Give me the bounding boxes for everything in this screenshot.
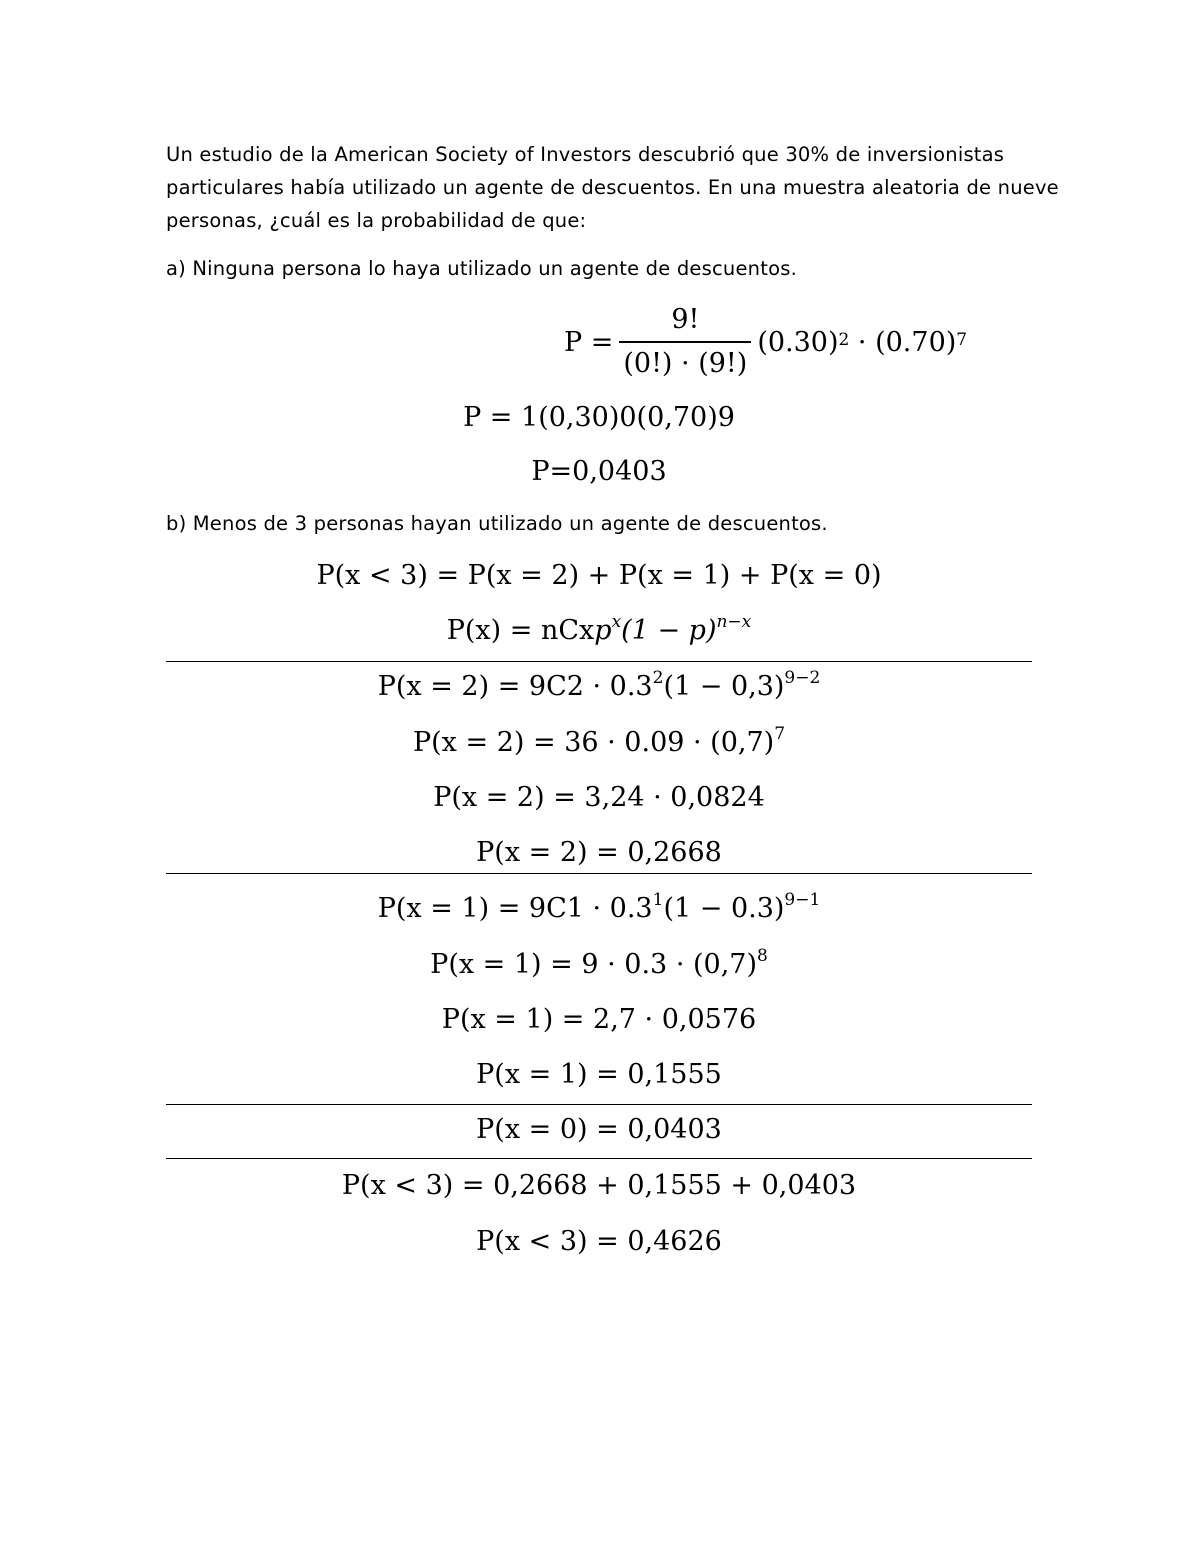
x1-equation-1 [166, 892, 1032, 926]
fraction [619, 303, 751, 381]
part-b-question [166, 507, 1036, 540]
x2-eq1-paren: (1 − 0,3) [663, 671, 785, 702]
x1-eq2-base: P(x = 1) = 9 · 0.3 · (0,7) [430, 949, 757, 980]
fraction-base-1: (0.30) [757, 326, 839, 358]
problem-statement [166, 138, 1059, 237]
x2-eq1-exp: 2 [652, 668, 664, 688]
formula-exp: n−x [716, 612, 752, 632]
x2-eq2-exp: 7 [774, 724, 786, 744]
formula-base: P(x) = nCx [446, 615, 595, 646]
divider [166, 873, 1032, 874]
fraction-base-2: (0.70) [875, 326, 957, 358]
formula-p-exp: x [611, 612, 622, 632]
fraction-denominator: (0!) · (9!) [619, 341, 751, 381]
x2-equation-3: P(x = 2) = 3,24 · 0,0824 [433, 782, 765, 813]
x1-eq2-exp: 8 [757, 946, 768, 966]
x2-eq2-base: P(x = 2) = 36 · 0.09 · (0,7) [412, 727, 775, 758]
fraction-numerator: 9! [671, 304, 700, 335]
part-a-result: P=0,0403 [531, 456, 667, 487]
part-b-label: b) Menos de 3 personas hayan utilizado un agente de descuentos. [166, 512, 828, 535]
x2-result: P(x = 2) = 0,2668 [476, 837, 722, 868]
part-a-equation-2: P = 1(0,30)0(0,70)9 [463, 402, 735, 433]
x1-eq1-paren-exp: 9−1 [784, 890, 821, 910]
divider [166, 1104, 1032, 1105]
x1-eq1-base: P(x = 1) = 9C1 · 0.3 [377, 893, 653, 924]
formula-p: p [594, 615, 612, 646]
x2-equation-2 [166, 726, 1032, 760]
part-a-label: a) Ninguna persona lo haya utilizado un agente de descuentos. [166, 257, 797, 280]
problem-line-1: Un estudio de la American Society of Investors descubrió que 30% de inversionistas [166, 143, 1005, 166]
problem-line-3: personas, ¿cuál es la probabilidad de que: [166, 209, 587, 232]
divider [166, 661, 1032, 662]
formula-paren: (1 − p) [621, 615, 717, 646]
total-result: P(x < 3) = 0,4626 [476, 1226, 722, 1257]
x1-equation-2 [166, 948, 1032, 982]
x1-eq1-paren: (1 − 0.3) [663, 893, 785, 924]
fraction-lhs: P = [564, 326, 614, 358]
total-sum-equation: P(x < 3) = 0,2668 + 0,1555 + 0,0403 [341, 1170, 857, 1201]
x2-equation-1 [166, 670, 1032, 704]
part-a-question [166, 252, 1036, 285]
x1-result: P(x = 1) = 0,1555 [476, 1059, 722, 1090]
x1-equation-3: P(x = 1) = 2,7 · 0,0576 [441, 1004, 757, 1035]
divider [166, 1158, 1032, 1159]
part-a-fraction-equation: P = $\frac{9!}{(0!) \cdot (9!)}$ (0.30) $^2$ · (0.70) $^7$ [564, 304, 968, 379]
x2-eq1-paren-exp: 9−2 [784, 668, 821, 688]
x1-eq1-exp: 1 [652, 890, 664, 910]
fraction-dot: · [849, 326, 876, 358]
x2-eq1-base: P(x = 2) = 9C2 · 0.3 [377, 671, 653, 702]
problem-line-2: particulares había utilizado un agente de descuentos. En una muestra aleatoria de nueve [166, 176, 1059, 199]
x0-result: P(x = 0) = 0,0403 [476, 1114, 722, 1145]
part-b-sum-equation: P(x < 3) = P(x = 2) + P(x = 1) + P(x = 0) [316, 560, 882, 591]
part-b-binomial-formula [166, 614, 1032, 648]
